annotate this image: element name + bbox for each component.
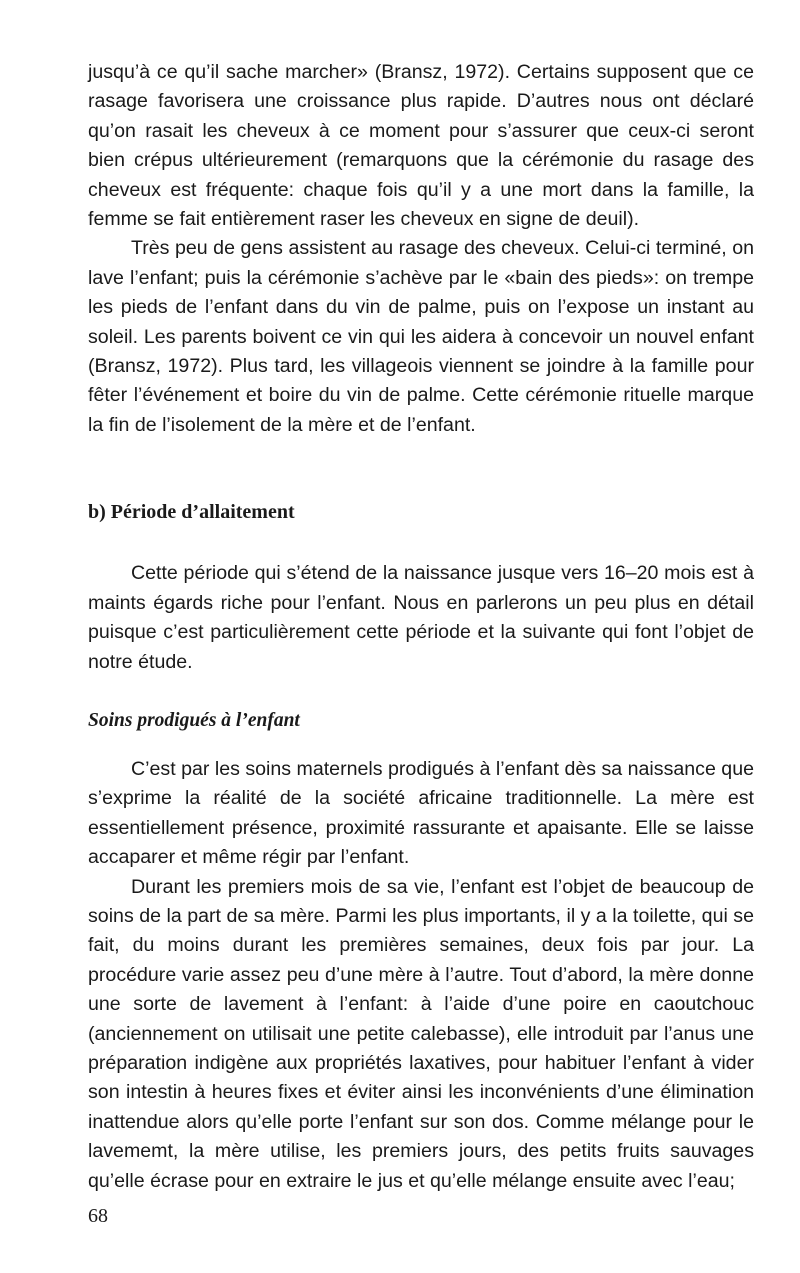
paragraph-breastfeeding-period: Cette période qui s’étend de la naissance jusque vers 16–20 mois est à maints égards riche pour l’enfant. Nous en parlerons un peu plus en détail puisque c’est particulièrement cette période et la suivante qui font l’objet de notre étude. xyxy=(88,562,754,673)
paragraph-hair-shaving: Très peu de gens assistent au rasage des cheveux. Celui-ci terminé, on lave l’enfant; puis la cérémonie s’achève par le «bain des pieds»: on trempe les pieds de l’enfant dans du vin de palme, puis on l’expose un instant au soleil. Les parents boivent ce vin qui les aidera à concevoir un nouvel enfant (Bransz, 1972). Plus tard, les villageois viennent se joindre à la famille pour fêter l’événement et boire du vin de palme. Cette cérémonie rituelle marque la fin de l’isolement de la mère et de l’enfant. xyxy=(88,237,754,436)
paragraph-continued: jusqu’à ce qu’il sache marcher» (Bransz, 1972). Certains supposent que ce rasage favorisera une croissance plus rapide. D’autres nous ont déclaré qu’on rasait les cheveux à ce moment pour s’assurer que ceux-ci seront bien crépus ultérieurement (remarquons que la cérémonie du rasage des cheveux est fréquente: chaque fois qu’il y a une mort dans la famille, la femme se fait entièrement raser les cheveux en signe de deuil). xyxy=(88,61,754,231)
text-column xyxy=(88,58,754,1196)
paragraph-toilet: Durant les premiers mois de sa vie, l’enfant est l’objet de beaucoup de soins de la part de sa mère. Parmi les plus importants, il y a la toilette, qui se fait, du moins durant les premières semaines, deux fois par jour. La procédure varie assez peu d’une mère à l’autre. Tout d’abord, la mère donne une sorte de lavement à l’enfant: à l’aide d’une poire en caoutchouc (anciennement on utilisait une petite calebasse), elle introduit par l’anus une préparation indigène aux propriétés laxatives, pour habituer l’enfant à vider son intestin à heures fixes et éviter ainsi les inconvénients d’une élimination inattendue alors qu’elle porte l’enfant sur son dos. Comme mélange pour le lavememt, la mère utilise, les premiers jours, des petits fruits sauvages qu’elle écrase pour en extraire le jus et qu’elle mélange ensuite avec l’eau; xyxy=(88,875,754,1192)
paragraph-maternal-care: C’est par les soins maternels prodigués à l’enfant dès sa naissance que s’exprime la réalité de la société africaine traditionnelle. La mère est essentiellement présence, proximité rassurante et apaisante. Elle se laisse accaparer et même régir par l’enfant. xyxy=(88,757,755,869)
section-heading: b) Période d’allaitement xyxy=(88,501,295,524)
subheading: Soins prodigués à l’enfant xyxy=(88,709,300,731)
page-number: 68 xyxy=(88,1205,108,1227)
